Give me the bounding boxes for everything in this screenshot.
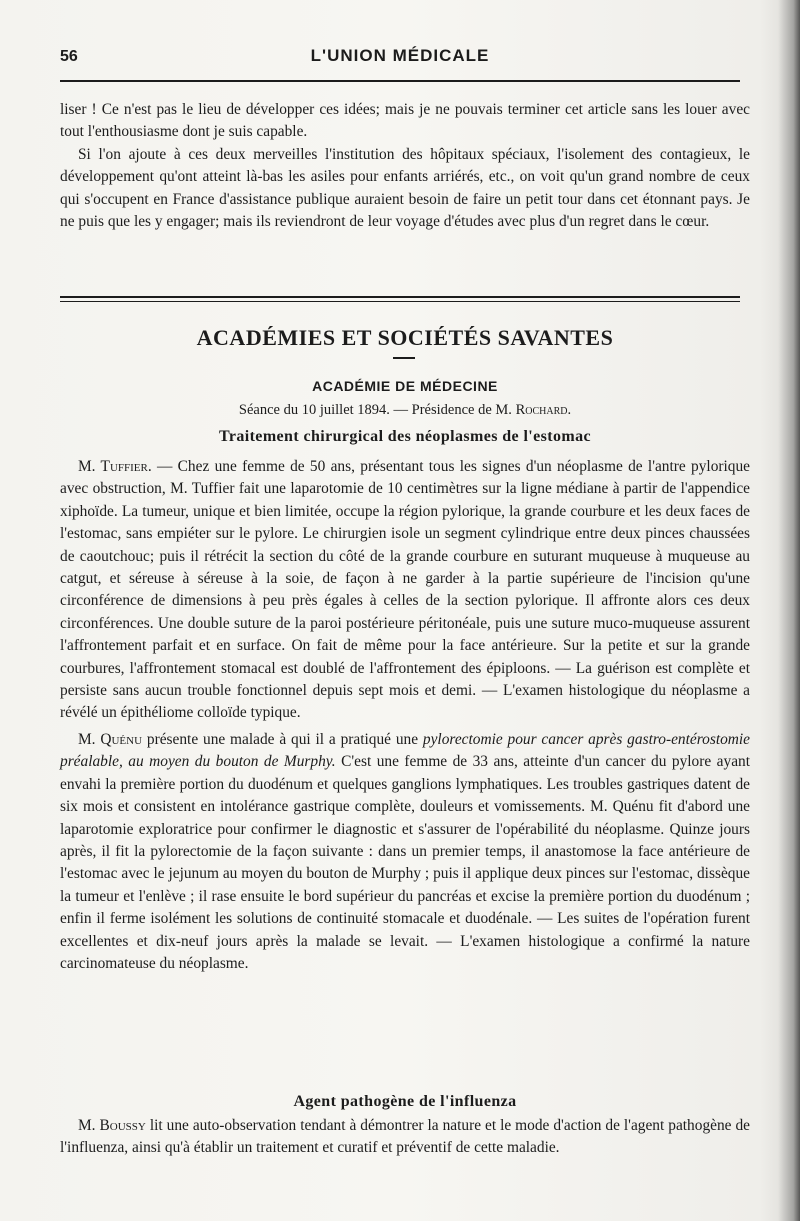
section-separator (60, 296, 740, 302)
article-2-paragraph-text: lit une auto-observation tendant à démontrer la nature et le mode d'action de l'agent pathogène de l'influenza, ainsi qu'à établir un traitement et curatif et préventif de cette maladie. (60, 1117, 750, 1157)
article-heading-2: Agent pathogène de l'influenza (293, 1093, 517, 1110)
section-title: ACADÉMIES ET SOCIÉTÉS SAVANTES (196, 325, 614, 350)
article-heading-1: Traitement chirurgical des néoplasmes de l'estomac (218, 428, 592, 445)
seance-line (60, 402, 750, 419)
page-number: 56 (60, 48, 78, 65)
speaker-quenu: M. Quénu (78, 730, 143, 748)
article-1-body (60, 456, 750, 975)
article-2-body (60, 1115, 750, 1160)
article-1-paragraph-2-part-b: C'est une femme de 33 ans, atteinte d'un cancer du pylore ayant envahi la première portion du duodénum et quelques ganglions lymphatiques. Les troubles gastriques datent de six mois et consistent en intolérance gastrique complète, douleurs et vomissements. M. Quénu fit d'abord une laparotomie exploratrice pour confirmer le diagnostic et s'assurer de l'opérabilité du néoplasme. Quinze jours après, il fit la pylorectomie de la façon suivante : dans un premier temps, il anastomose la face antérieure de l'estomac avec le jejunum au moyen du bouton de Murphy ; puis il applique deux pinces sur l'estomac, dissèque la tumeur et l'enlève ; il rase ensuite le bord supérieur du pancréas et excise la première portion du duodénum ; enfin il ferme isolément les solutions de continuité stomacale et duodénale. — Les suites de l'opération furent excellentes et dix-neuf jours après la malade se levait. — L'examen histologique a confirmé la nature carcinomateuse du néoplasme. (60, 753, 750, 972)
speaker-boussy: M. Boussy (78, 1117, 146, 1134)
speaker-tuffier: M. Tuffier. (78, 458, 152, 475)
article-2-paragraph (60, 1115, 750, 1160)
title-dash (393, 357, 415, 359)
president-name: Rochard. (515, 402, 572, 418)
article-1-paragraph-1-text: — Chez une femme de 50 ans, présentant tous les signes d'un néoplasme de l'antre pylorique avec obstruction, M. Tuffier fait une laparotomie de 10 centimètres sur la ligne médiane à partir de l'appendice xiphoïde. La tumeur, unique et bien limitée, occupe la région pylorique, la grande courbure et les deux faces de l'estomac, sans empiéter sur le pylore. Le chirurgien isole un segment cylindrique entre deux pinces chaussées de caoutchouc; puis il rétrécit la section du côté de la grande courbure en suturant muqueuse à muqueuse au catgut, et séreuse à séreuse à la soie, de façon à ne garder à la partie supérieure de l'incision qu'une circonférence de dimensions à peu près égales à celles de la section pylorique. Il affronte alors ces deux circonférences. Une double suture de la paroi postérieure péritonéale, puis une suture muco-muqueuse assurent l'affrontement parfait et en surface. On fait de même pour la face antérieure. Sur la petite et sur la grande courbures, l'affrontement stomacal est doublé de l'affrontement des épiploons. — La guérison est complète et persiste sans aucun trouble fonctionnel depuis sept mois et demi. — L'examen histologique du néoplasme a révélé un épithéliome colloïde typique. (60, 458, 751, 722)
article-1-paragraph-1 (60, 456, 750, 725)
header-rule (60, 80, 740, 82)
page-header (60, 44, 740, 74)
book-spine-shadow (778, 0, 800, 1221)
academy-heading: ACADÉMIE DE MÉDECINE (312, 378, 498, 394)
intro-text (60, 99, 750, 233)
seance-text: Séance du 10 juillet 1894. — Présidence de M. (238, 402, 516, 418)
intro-paragraph-1: liser ! Ce n'est pas le lieu de développer ces idées; mais je ne pouvais terminer cet article sans les louer avec tout l'enthousiasme dont je suis capable. (60, 101, 750, 141)
intro-paragraph-2: Si l'on ajoute à ces deux merveilles l'institution des hôpitaux spéciaux, l'isolement des contagieux, le développement qu'ont atteint là-bas les asiles pour enfants arriérés, etc., on voit qu'un grand nombre de ceux qui s'occupent en France d'assistance publique auraient besoin de faire un petit tour dans cet étonnant pays. Je ne puis que les y engager; mais ils reviendront de leur voyage d'études avec plus d'un regret dans le cœur. (60, 145, 750, 231)
article-1-paragraph-2-italic: pylorectomie pour cancer après gastro-entérostomie préalable, au moyen du bouton de Murphy. (60, 730, 751, 771)
article-1-paragraph-2-part-a: présente une malade à qui il a pratiqué une (142, 730, 423, 748)
article-1-paragraph-2 (60, 729, 750, 975)
running-title: L'UNION MÉDICALE (310, 46, 490, 65)
